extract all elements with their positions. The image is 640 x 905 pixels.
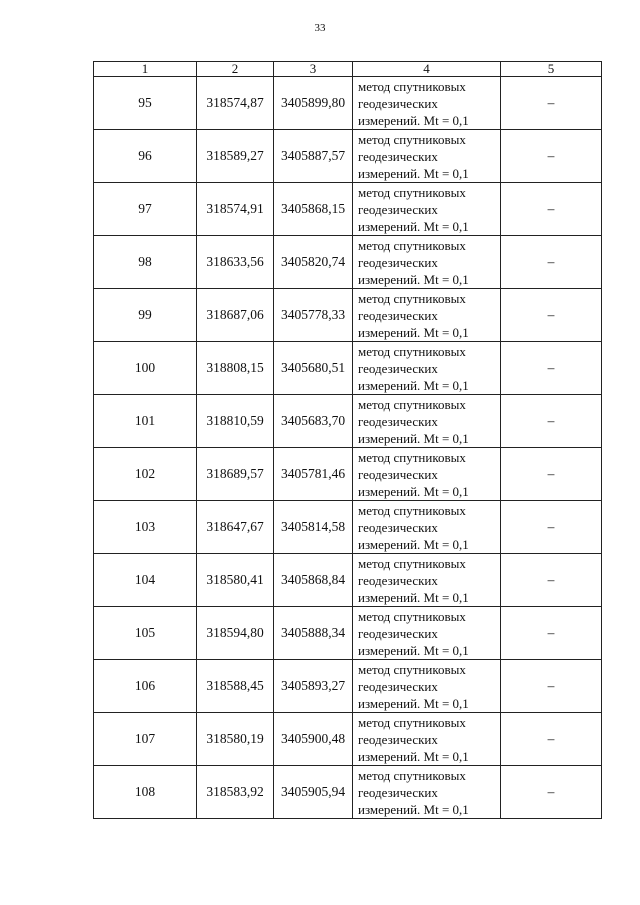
method-line: метод спутниковых [358,502,466,518]
note-cell: – [501,289,602,342]
x-coordinate-cell: 318689,57 [197,448,274,501]
method-line: метод спутниковых [358,396,466,412]
y-coordinate-cell: 3405683,70 [274,395,353,448]
coordinates-table [93,61,602,819]
table-header-row [94,62,602,77]
method-cell [353,554,501,607]
method-line: измерений. Mt = 0,1 [358,801,469,817]
x-coordinate-cell: 318647,67 [197,501,274,554]
table-row [94,554,602,607]
point-number-cell: 107 [94,713,197,766]
method-line: измерений. Mt = 0,1 [358,642,469,658]
point-number-cell: 106 [94,660,197,713]
x-coordinate-cell: 318588,45 [197,660,274,713]
method-line: измерений. Mt = 0,1 [358,748,469,764]
column-header: 5 [501,62,602,77]
note-cell: – [501,713,602,766]
point-number-cell: 103 [94,501,197,554]
table-row [94,766,602,819]
y-coordinate-cell: 3405868,84 [274,554,353,607]
method-line: измерений. Mt = 0,1 [358,112,469,128]
method-line: измерений. Mt = 0,1 [358,430,469,446]
note-cell: – [501,607,602,660]
table-row [94,395,602,448]
method-line: геодезических [358,572,438,588]
method-line: геодезических [358,625,438,641]
method-line: измерений. Mt = 0,1 [358,536,469,552]
point-number-cell: 101 [94,395,197,448]
x-coordinate-cell: 318633,56 [197,236,274,289]
x-coordinate-cell: 318574,91 [197,183,274,236]
method-line: измерений. Mt = 0,1 [358,589,469,605]
method-line: метод спутниковых [358,184,466,200]
method-cell [353,713,501,766]
y-coordinate-cell: 3405887,57 [274,130,353,183]
y-coordinate-cell: 3405899,80 [274,77,353,130]
table-row [94,289,602,342]
method-line: измерений. Mt = 0,1 [358,165,469,181]
table-row [94,130,602,183]
point-number-cell: 104 [94,554,197,607]
table-row [94,77,602,130]
point-number-cell: 108 [94,766,197,819]
column-header: 2 [197,62,274,77]
method-line: геодезических [358,784,438,800]
note-cell: – [501,77,602,130]
column-header: 3 [274,62,353,77]
note-cell: – [501,501,602,554]
x-coordinate-cell: 318574,87 [197,77,274,130]
point-number-cell: 98 [94,236,197,289]
x-coordinate-cell: 318580,19 [197,713,274,766]
method-line: метод спутниковых [358,343,466,359]
method-line: геодезических [358,519,438,535]
y-coordinate-cell: 3405778,33 [274,289,353,342]
method-line: измерений. Mt = 0,1 [358,218,469,234]
x-coordinate-cell: 318580,41 [197,554,274,607]
method-line: геодезических [358,201,438,217]
x-coordinate-cell: 318583,92 [197,766,274,819]
method-line: геодезических [358,148,438,164]
point-number-cell: 97 [94,183,197,236]
note-cell: – [501,130,602,183]
method-line: измерений. Mt = 0,1 [358,324,469,340]
point-number-cell: 102 [94,448,197,501]
method-line: геодезических [358,307,438,323]
column-header: 1 [94,62,197,77]
method-cell [353,236,501,289]
method-cell [353,395,501,448]
x-coordinate-cell: 318594,80 [197,607,274,660]
method-line: геодезических [358,413,438,429]
method-line: измерений. Mt = 0,1 [358,271,469,287]
x-coordinate-cell: 318589,27 [197,130,274,183]
y-coordinate-cell: 3405900,48 [274,713,353,766]
x-coordinate-cell: 318687,06 [197,289,274,342]
note-cell: – [501,554,602,607]
y-coordinate-cell: 3405781,46 [274,448,353,501]
method-line: геодезических [358,466,438,482]
method-line: метод спутниковых [358,131,466,147]
note-cell: – [501,766,602,819]
method-cell [353,342,501,395]
y-coordinate-cell: 3405893,27 [274,660,353,713]
note-cell: – [501,183,602,236]
method-cell [353,448,501,501]
table-body [94,77,602,819]
method-line: измерений. Mt = 0,1 [358,695,469,711]
method-cell [353,289,501,342]
table-row [94,713,602,766]
method-cell [353,77,501,130]
table-row [94,236,602,289]
y-coordinate-cell: 3405820,74 [274,236,353,289]
table-row [94,183,602,236]
table-row [94,501,602,554]
method-line: измерений. Mt = 0,1 [358,483,469,499]
method-cell [353,183,501,236]
x-coordinate-cell: 318810,59 [197,395,274,448]
table-row [94,448,602,501]
method-line: геодезических [358,360,438,376]
table-row [94,607,602,660]
method-cell [353,130,501,183]
method-line: геодезических [358,254,438,270]
method-line: метод спутниковых [358,661,466,677]
method-line: метод спутниковых [358,290,466,306]
method-line: метод спутниковых [358,714,466,730]
method-cell [353,660,501,713]
method-cell [353,766,501,819]
method-line: измерений. Mt = 0,1 [358,377,469,393]
x-coordinate-cell: 318808,15 [197,342,274,395]
point-number-cell: 96 [94,130,197,183]
method-cell [353,607,501,660]
column-header: 4 [353,62,501,77]
note-cell: – [501,448,602,501]
method-line: метод спутниковых [358,608,466,624]
method-line: метод спутниковых [358,449,466,465]
note-cell: – [501,395,602,448]
method-line: метод спутниковых [358,78,466,94]
method-line: метод спутниковых [358,555,466,571]
y-coordinate-cell: 3405814,58 [274,501,353,554]
table-row [94,660,602,713]
method-line: метод спутниковых [358,767,466,783]
y-coordinate-cell: 3405905,94 [274,766,353,819]
method-cell [353,501,501,554]
point-number-cell: 100 [94,342,197,395]
y-coordinate-cell: 3405888,34 [274,607,353,660]
point-number-cell: 99 [94,289,197,342]
point-number-cell: 95 [94,77,197,130]
point-number-cell: 105 [94,607,197,660]
note-cell: – [501,660,602,713]
method-line: метод спутниковых [358,237,466,253]
note-cell: – [501,342,602,395]
method-line: геодезических [358,678,438,694]
table-row [94,342,602,395]
y-coordinate-cell: 3405680,51 [274,342,353,395]
note-cell: – [501,236,602,289]
method-line: геодезических [358,731,438,747]
page-number: 33 [314,22,326,34]
method-line: геодезических [358,95,438,111]
y-coordinate-cell: 3405868,15 [274,183,353,236]
